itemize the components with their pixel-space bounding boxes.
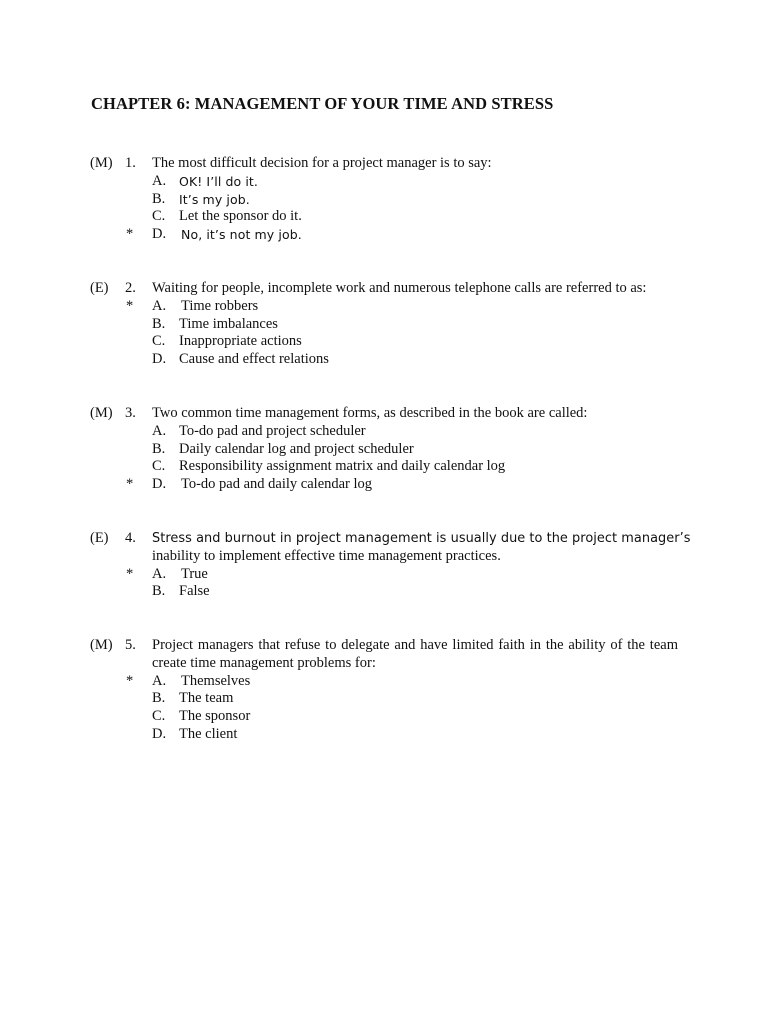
question-4 [90, 530, 690, 601]
answer-option [90, 708, 690, 726]
option-text: The team [179, 690, 234, 707]
option-text: Themselves [181, 672, 251, 689]
option-letter: D. [152, 725, 167, 742]
option-text: It’s my job. [179, 191, 250, 207]
answer-option [90, 583, 690, 601]
question-stem: Waiting for people, incomplete work and numerous telephone calls are referred to as: [152, 280, 647, 296]
option-letter: D. [152, 476, 167, 493]
option-text: OK! I’ll do it. [179, 173, 259, 189]
option-letter: B. [152, 315, 166, 332]
option-text: False [179, 583, 210, 600]
answer-option [90, 441, 690, 459]
answer-option [90, 316, 690, 334]
option-text: Cause and effect relations [179, 351, 329, 368]
option-text: No, it’s not my job. [181, 227, 302, 243]
page-title: CHAPTER 6: MANAGEMENT OF YOUR TIME AND STRESS [91, 94, 554, 113]
answer-option [90, 690, 690, 708]
option-text: Time robbers [181, 297, 259, 314]
answer-option [90, 333, 690, 351]
correct-answer-marker: * [126, 476, 134, 493]
question-number: 5. [125, 637, 136, 653]
option-text: True [181, 565, 208, 582]
answer-option [90, 226, 690, 244]
option-letter: D. [152, 351, 167, 368]
option-letter: C. [152, 333, 166, 350]
option-text: Daily calendar log and project scheduler [179, 440, 414, 457]
answer-option [90, 208, 690, 226]
question-3 [90, 405, 690, 494]
answer-option [90, 726, 690, 744]
option-text: To-do pad and project scheduler [179, 422, 366, 439]
correct-answer-marker: * [126, 297, 134, 314]
option-text: Let the sponsor do it. [179, 208, 302, 225]
answer-option [90, 423, 690, 441]
option-letter: C. [152, 458, 166, 475]
question-header [90, 405, 690, 423]
option-letter: A. [152, 422, 167, 439]
answer-option [90, 191, 690, 209]
question-header [90, 155, 690, 173]
option-text: Time imbalances [179, 315, 278, 332]
option-letter: B. [152, 583, 166, 600]
answer-option [90, 566, 690, 584]
option-text: Responsibility assignment matrix and daily calendar log [179, 458, 506, 475]
option-text: The sponsor [179, 708, 251, 725]
question-5 [90, 637, 690, 744]
answer-option [90, 298, 690, 316]
option-letter: B. [152, 190, 166, 207]
question-stem: Two common time management forms, as described in the book are called: [152, 405, 588, 421]
correct-answer-marker: * [126, 565, 134, 582]
difficulty-label: (M) [90, 155, 113, 171]
difficulty-label: (E) [90, 280, 109, 296]
answer-option [90, 476, 690, 494]
question-2 [90, 280, 690, 369]
option-letter: A. [152, 297, 167, 314]
correct-answer-marker: * [126, 672, 134, 689]
difficulty-label: (E) [90, 530, 109, 546]
answer-option [90, 458, 690, 476]
option-letter: C. [152, 208, 166, 225]
question-1 [90, 155, 690, 244]
option-letter: A. [152, 672, 167, 689]
question-header [90, 530, 690, 548]
question-number: 3. [125, 405, 136, 421]
difficulty-label: (M) [90, 637, 113, 653]
question-stem: The most difficult decision for a project manager is to say: [152, 155, 492, 171]
question-header [90, 280, 690, 298]
option-letter: B. [152, 440, 166, 457]
option-letter: D. [152, 226, 167, 243]
question-stem-line: inability to implement effective time management practices. [152, 547, 501, 564]
answer-option [90, 673, 690, 691]
correct-answer-marker: * [126, 226, 134, 243]
question-stem: Project managers that refuse to delegate and have limited faith in the ability of the team create time management problems for: [152, 637, 678, 671]
option-text: Inappropriate actions [179, 333, 302, 350]
option-text: The client [179, 725, 238, 742]
question-number: 2. [125, 280, 136, 296]
option-letter: A. [152, 172, 167, 189]
option-letter: B. [152, 690, 166, 707]
question-header [90, 637, 690, 673]
answer-option [90, 351, 690, 369]
question-stem-line: Stress and burnout in project management is usually due to the project manager’s [152, 531, 691, 546]
question-number: 4. [125, 530, 136, 546]
option-letter: C. [152, 708, 166, 725]
question-stem-continuation [90, 548, 690, 566]
option-letter: A. [152, 565, 167, 582]
answer-option [90, 173, 690, 191]
option-text: To-do pad and daily calendar log [181, 476, 373, 493]
question-number: 1. [125, 155, 136, 171]
difficulty-label: (M) [90, 405, 113, 421]
